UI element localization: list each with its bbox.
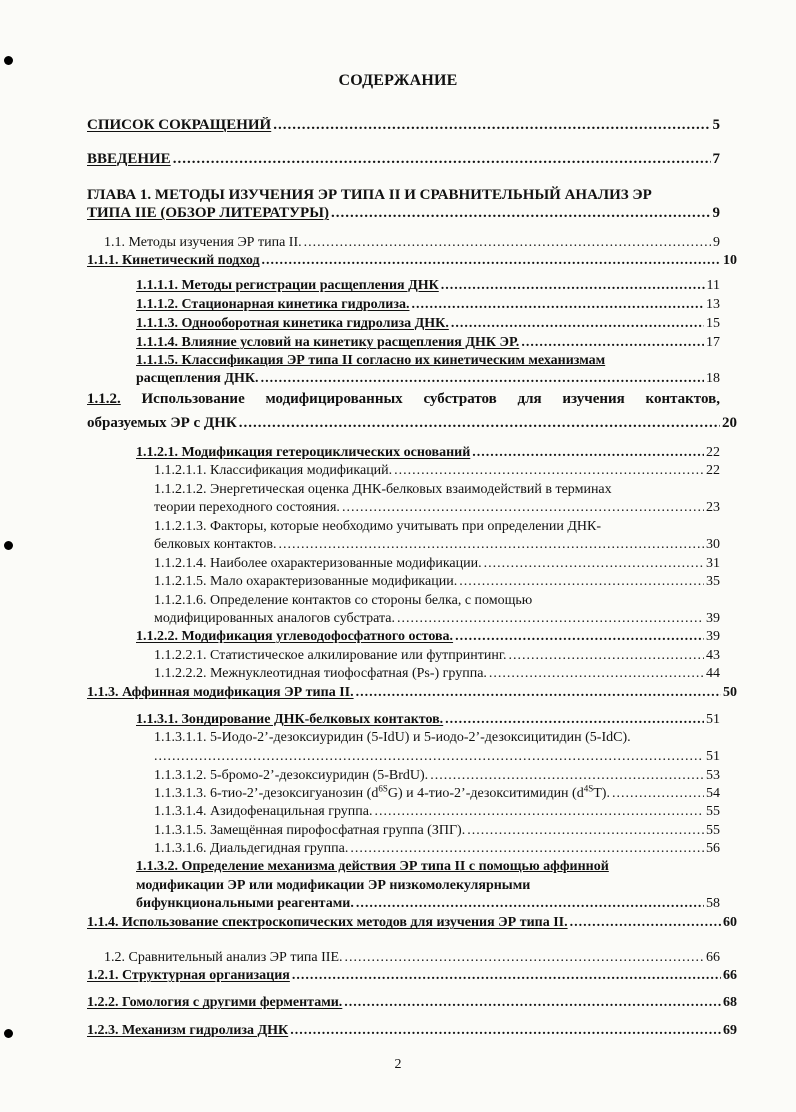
toc-page-number: 50 (723, 685, 737, 700)
toc-leader (356, 895, 704, 912)
toc-leader (154, 748, 704, 765)
toc-word: Использование (141, 391, 245, 407)
toc-page-number: 43 (706, 648, 720, 663)
toc-page-number: 18 (706, 371, 720, 386)
toc-leader (345, 949, 704, 966)
toc-entry-1-1-2-1-4[interactable] (154, 555, 720, 572)
toc-word: модифицированных (265, 391, 403, 407)
toc-entry-label: белковых контактов. (154, 537, 277, 552)
toc-entry-chapter-1[interactable] (87, 205, 720, 222)
toc-page-number: 66 (706, 950, 720, 965)
toc-leader (331, 205, 711, 222)
toc-page-number: 7 (712, 151, 720, 167)
toc-entry-label: 1.1.4. Использование спектроскопических методов для изучения ЭР типа II. (87, 915, 568, 930)
toc-page-number: 44 (706, 666, 720, 681)
toc-entry-1-1-1-5[interactable] (136, 370, 720, 387)
toc-entry-introduction[interactable] (87, 151, 720, 168)
toc-page-number: 15 (706, 316, 720, 331)
toc-entry-label: 1.1.2.2. Модификация углеводофосфатного остова. (136, 629, 454, 644)
toc-page-number: 53 (706, 768, 720, 783)
toc-entry-label: 1.1.2.2.2. Межнуклеотидная тиофосфатная (Ps-) группа. (154, 666, 487, 681)
superscript: 4S (583, 785, 594, 794)
toc-page-number: 11 (706, 278, 720, 293)
toc-entry-1-1-2-1-6-line1[interactable]: 1.1.2.1.6. Определение контактов со стороны белка, с помощью (154, 593, 533, 608)
toc-page-number: 35 (706, 574, 720, 589)
toc-entry-1-1-3-2-line2[interactable]: модификации ЭР или модификации ЭР низкомолекулярными (136, 878, 531, 893)
toc-entry-1-1-2-1[interactable] (136, 444, 720, 461)
toc-leader (472, 444, 704, 461)
toc-page-number: 13 (706, 297, 720, 312)
toc-leader (173, 151, 711, 168)
toc-entry-label: 1.1.1.4. Влияние условий на кинетику расщепления ДНК ЭР. (136, 335, 520, 350)
toc-entry-label: 1.1.2.2.1. Статистическое алкилирование или футпринтинг. (154, 648, 507, 663)
toc-leader (394, 462, 704, 479)
toc-entry-label: 1.2.3. Механизм гидролиза ДНК (87, 1023, 289, 1038)
toc-entry-1-1-3-1-1-line1[interactable]: 1.1.3.1.1. 5-Иодо-2’-дезоксиуридин (5-IdU) и 5-иодо-2’-дезоксицитидин (5-IdC). (154, 730, 631, 745)
toc-leader (467, 822, 704, 839)
toc-entry-1-1-1-5-line1[interactable]: 1.1.1.5. Классификация ЭР типа II согласно их кинетическим механизмам (136, 353, 606, 368)
toc-entry-label: теории переходного состояния. (154, 500, 340, 515)
toc-page-number: 20 (722, 415, 737, 431)
toc-entry-1-1-3-1-2[interactable] (154, 767, 720, 784)
toc-page-number: 22 (706, 445, 720, 460)
toc-page-number: 17 (706, 335, 720, 350)
toc-entry-1-1-2-1-5[interactable] (154, 573, 720, 590)
toc-entry-label: СПИСОК СОКРАЩЕНИЙ (87, 117, 272, 133)
toc-entry-1-1-2-2[interactable] (136, 628, 720, 645)
superscript: 6S (378, 785, 388, 794)
toc-leader (509, 647, 704, 664)
toc-entry-1-1-3-1-3[interactable] (154, 785, 720, 802)
toc-entry-label (154, 785, 610, 802)
toc-entry-label: 1.2. Сравнительный анализ ЭР типа IIE. (104, 950, 343, 965)
punch-hole-dot (4, 1029, 13, 1038)
toc-page-number: 51 (706, 712, 720, 727)
toc-entry-label: 1.2.2. Гомология с другими ферментами. (87, 995, 343, 1010)
toc-word: субстратов (423, 391, 497, 407)
toc-entry-1-1[interactable] (104, 234, 720, 251)
toc-entry-label: 1.1.3.1.6. Диальдегидная группа. (154, 841, 349, 856)
toc-entry-label: 1.1.1. Кинетический подход (87, 253, 260, 268)
toc-leader (350, 840, 704, 857)
toc-word: для (517, 391, 542, 407)
toc-entry-1-1-2-1-3[interactable] (154, 536, 720, 553)
toc-leader (304, 234, 711, 251)
toc-entry-abbreviations[interactable] (87, 117, 720, 134)
toc-entry-label: 1.1.2.1. Модификация гетероциклических оснований (136, 445, 471, 460)
toc-entry-label: 1.1.3.1.5. Замещённая пирофосфатная группа (ЗПГ). (154, 823, 466, 838)
toc-leader (273, 117, 710, 134)
toc-leader (411, 296, 704, 313)
toc-entry-1-1-3-1-5[interactable] (154, 822, 720, 839)
toc-leader (342, 499, 704, 516)
page-title: СОДЕРЖАНИЕ (338, 72, 458, 89)
toc-entry-label: ВВЕДЕНИЕ (87, 151, 171, 167)
toc-page-number: 31 (706, 556, 720, 571)
toc-entry-1-2-3[interactable] (87, 1022, 737, 1039)
toc-entry-label: 1.1.2.1.4. Наиболее охарактеризованные модификации. (154, 556, 482, 571)
toc-entry-1-1-2-1-1[interactable] (154, 462, 720, 479)
toc-entry-label: 1.1.3.1.4. Азидофенацильная группа. (154, 804, 373, 819)
toc-entry-1-1-3-1[interactable] (136, 711, 720, 728)
toc-leader (397, 610, 704, 627)
punch-hole-dot (4, 56, 13, 65)
toc-entry-1-1-2-1-2-line1[interactable]: 1.1.2.1.2. Энергетическая оценка ДНК-белковых взаимодействий в терминах (154, 482, 612, 497)
toc-leader (239, 415, 720, 432)
toc-page-number: 55 (706, 804, 720, 819)
toc-entry-1-1-3[interactable] (87, 684, 737, 701)
toc-entry-1-1-4[interactable] (87, 914, 737, 931)
toc-leader (459, 573, 704, 590)
toc-entry-label: ТИПА IIE (ОБЗОР ЛИТЕРАТУРЫ) (87, 205, 329, 221)
toc-chapter-1-line1[interactable]: ГЛАВА 1. МЕТОДЫ ИЗУЧЕНИЯ ЭР ТИПА II И СРАВНИТЕЛЬНЫЙ АНАЛИЗ ЭР (87, 187, 652, 203)
toc-leader (441, 277, 705, 294)
toc-leader (489, 665, 704, 682)
toc-entry-label: 1.1.3. Аффинная модификация ЭР типа II. (87, 685, 354, 700)
toc-entry-1-1-3-2-line1[interactable]: 1.1.3.2. Определение механизма действия ЭР типа II с помощью аффинной (136, 859, 609, 874)
toc-page-number: 5 (712, 117, 720, 133)
toc-page-number: 55 (706, 823, 720, 838)
toc-page-number: 54 (706, 786, 720, 801)
toc-entry-1-1-1[interactable] (87, 252, 737, 269)
toc-entry-1-1-2-1-6[interactable] (154, 610, 720, 627)
toc-leader (430, 767, 704, 784)
toc-entry-1-2[interactable] (104, 949, 720, 966)
toc-page-number: 9 (713, 235, 720, 250)
toc-page-number: 39 (706, 611, 720, 626)
toc-page-number: 58 (706, 896, 720, 911)
toc-leader (375, 803, 704, 820)
toc-entry-1-1-3-2[interactable] (136, 895, 720, 912)
toc-word: изучения (562, 391, 625, 407)
toc-leader (292, 967, 721, 984)
toc-leader (356, 684, 721, 701)
toc-leader (290, 1022, 721, 1039)
toc-page-number: 39 (706, 629, 720, 644)
toc-page-number: 23 (706, 500, 720, 515)
toc-entry-1-1-3-1-6[interactable] (154, 840, 720, 857)
toc-entry-1-1-1-4[interactable] (136, 334, 720, 351)
toc-entry-label: 1.1.1.3. Однооборотная кинетика гидролиза ДНК. (136, 316, 449, 331)
toc-entry-label: 1.1.3.1.2. 5-бромо-2’-дезоксиуридин (5-BrdU). (154, 768, 429, 783)
toc-page-number: 68 (723, 995, 737, 1010)
toc-entry-1-1-2-line1[interactable] (87, 391, 720, 408)
text-segment: T). (593, 786, 610, 801)
toc-page-number: 9 (712, 205, 720, 221)
toc-leader (261, 370, 704, 387)
toc-entry-label: расщепления ДНК. (136, 371, 259, 386)
punch-hole-dot (4, 541, 13, 550)
toc-page-number: 51 (706, 749, 720, 764)
toc-page-number: 69 (723, 1023, 737, 1038)
toc-entry-1-1-2-2-1[interactable] (154, 647, 720, 664)
toc-entry-label: 1.1. Методы изучения ЭР типа II. (104, 235, 302, 250)
page-number: 2 (394, 1057, 402, 1072)
text-segment: 1.1.3.1.3. 6-тио-2’-дезоксигуанозин (d (154, 786, 379, 801)
toc-entry-label: 1.1.2.1.1. Классификация модификаций. (154, 463, 393, 478)
toc-leader (451, 315, 704, 332)
toc-entry-label: 1.2.1. Структурная организация (87, 968, 290, 983)
toc-leader (612, 785, 704, 802)
toc-leader (445, 711, 704, 728)
toc-page-number: 30 (706, 537, 720, 552)
toc-entry-label: 1.1.1.1. Методы регистрации расщепления ДНК (136, 278, 439, 293)
toc-entry-1-1-2[interactable] (87, 415, 737, 432)
toc-page-number: 10 (723, 253, 737, 268)
toc-entry-1-1-1-1[interactable] (136, 277, 720, 294)
toc-entry-1-2-1[interactable] (87, 967, 737, 984)
toc-entry-label: 1.1.1.2. Стационарная кинетика гидролиза. (136, 297, 410, 312)
toc-leader (262, 252, 721, 269)
toc-entry-1-1-3-1-1[interactable] (154, 748, 720, 765)
toc-entry-label: 1.1.3.1. Зондирование ДНК-белковых контактов. (136, 712, 444, 727)
toc-entry-1-1-1-2[interactable] (136, 296, 720, 313)
toc-entry-label: 1.1.2.1.5. Мало охарактеризованные модификации. (154, 574, 458, 589)
toc-page-number: 22 (706, 463, 720, 478)
toc-page-number: 56 (706, 841, 720, 856)
toc-entry-label: образуемых ЭР с ДНК (87, 415, 237, 431)
toc-leader (484, 555, 704, 572)
toc-page-number: 66 (723, 968, 737, 983)
toc-page-number: 60 (723, 915, 737, 930)
text-segment: G) и 4-тио-2’-дезокситимидин (d (387, 786, 584, 801)
toc-leader (279, 536, 705, 553)
toc-word: контактов, (645, 391, 720, 407)
toc-entry-label: бифункциональными реагентами. (136, 896, 354, 911)
toc-leader (344, 994, 721, 1011)
toc-leader (570, 914, 721, 931)
toc-entry-label: модифицированных аналогов субстрата. (154, 611, 396, 626)
toc-leader (521, 334, 704, 351)
toc-word: 1.1.2. (87, 391, 121, 407)
toc-entry-1-1-3-1-4[interactable] (154, 803, 720, 820)
toc-entry-1-1-2-2-2[interactable] (154, 665, 720, 682)
toc-entry-1-2-2[interactable] (87, 994, 737, 1011)
toc-entry-1-1-2-1-2[interactable] (154, 499, 720, 516)
toc-leader (455, 628, 704, 645)
toc-entry-1-1-2-1-3-line1[interactable]: 1.1.2.1.3. Факторы, которые необходимо учитывать при определении ДНК- (154, 519, 602, 534)
toc-entry-1-1-1-3[interactable] (136, 315, 720, 332)
